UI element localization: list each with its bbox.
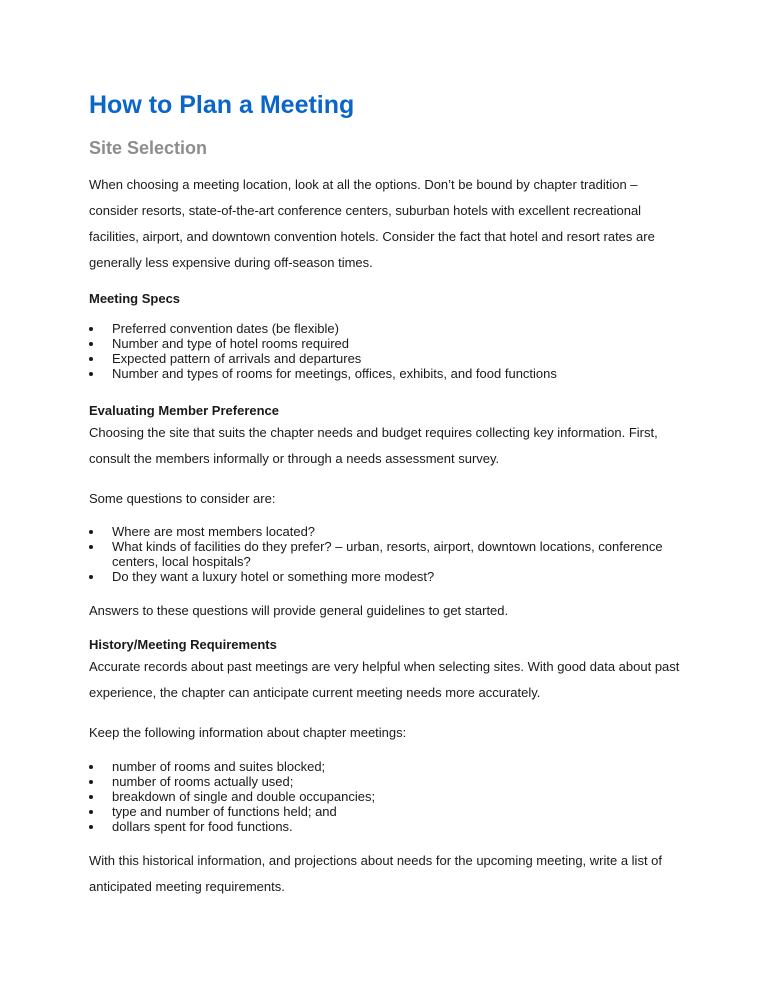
list-item-text: Expected pattern of arrivals and departures [112, 351, 362, 366]
page-title: How to Plan a Meeting [89, 91, 355, 119]
list-item [89, 321, 689, 336]
meeting-specs-list [89, 321, 689, 381]
questions-list [89, 524, 689, 584]
list-item-text: Do they want a luxury hotel or something more modest? [112, 569, 435, 584]
list-item [89, 819, 689, 834]
member-preference-heading: Evaluating Member Preference [89, 403, 280, 418]
list-item [89, 759, 689, 774]
document-content [89, 90, 689, 900]
list-item-text: Number and types of rooms for meetings, offices, exhibits, and food functions [112, 366, 557, 381]
bullet-icon [89, 327, 93, 331]
bullet-icon [89, 545, 93, 549]
list-item-text: What kinds of facilities do they prefer? – urban, resorts, airport, downtown locations, conference centers, local hospitals? [112, 539, 663, 569]
list-item-text: number of rooms actually used; [112, 774, 294, 789]
bullet-icon [89, 357, 93, 361]
intro-paragraph: When choosing a meeting location, look at all the options. Don’t be bound by chapter tradition – consider resorts, state-of-the-art conference centers, suburban hotels with excellent recreational facilities, airport, and downtown convention hotels. Consider the fact that hotel and resort rates are generally less expensive during off-season times. [89, 177, 655, 270]
closing-paragraph: With this historical information, and projections about needs for the upcoming meeting, write a list of anticipated meeting requirements. [89, 853, 663, 894]
list-item [89, 351, 689, 366]
bullet-icon [89, 780, 93, 784]
bullet-icon [89, 765, 93, 769]
list-item-text: dollars spent for food functions. [112, 819, 293, 834]
bullet-icon [89, 825, 93, 829]
bullet-icon [89, 530, 93, 534]
list-item-text: number of rooms and suites blocked; [112, 759, 326, 774]
list-item [89, 804, 689, 819]
list-item-text: Number and type of hotel rooms required [112, 336, 350, 351]
bullet-icon [89, 342, 93, 346]
answers-paragraph: Answers to these questions will provide general guidelines to get started. [89, 603, 509, 618]
section-title: Site Selection [89, 138, 208, 158]
bullet-icon [89, 372, 93, 376]
bullet-icon [89, 795, 93, 799]
bullet-icon [89, 575, 93, 579]
list-item [89, 569, 689, 584]
history-paragraph: Accurate records about past meetings are very helpful when selecting sites. With good data about past experience, the chapter can anticipate current meeting needs more accurately. [89, 659, 680, 700]
questions-intro: Some questions to consider are: [89, 491, 276, 506]
bullet-icon [89, 810, 93, 814]
list-item-text: Preferred convention dates (be flexible) [112, 321, 339, 336]
keep-intro: Keep the following information about chapter meetings: [89, 725, 407, 740]
list-item [89, 774, 689, 789]
meeting-specs-heading: Meeting Specs [89, 291, 181, 306]
list-item-text: type and number of functions held; and [112, 804, 337, 819]
list-item [89, 366, 689, 381]
list-item [89, 789, 689, 804]
member-preference-paragraph: Choosing the site that suits the chapter needs and budget requires collecting key information. First, consult the members informally or through a needs assessment survey. [89, 425, 658, 466]
list-item-text: breakdown of single and double occupancies; [112, 789, 376, 804]
history-list [89, 759, 689, 834]
history-heading: History/Meeting Requirements [89, 637, 277, 652]
list-item [89, 539, 689, 569]
list-item-text: Where are most members located? [112, 524, 316, 539]
list-item [89, 524, 689, 539]
list-item [89, 336, 689, 351]
